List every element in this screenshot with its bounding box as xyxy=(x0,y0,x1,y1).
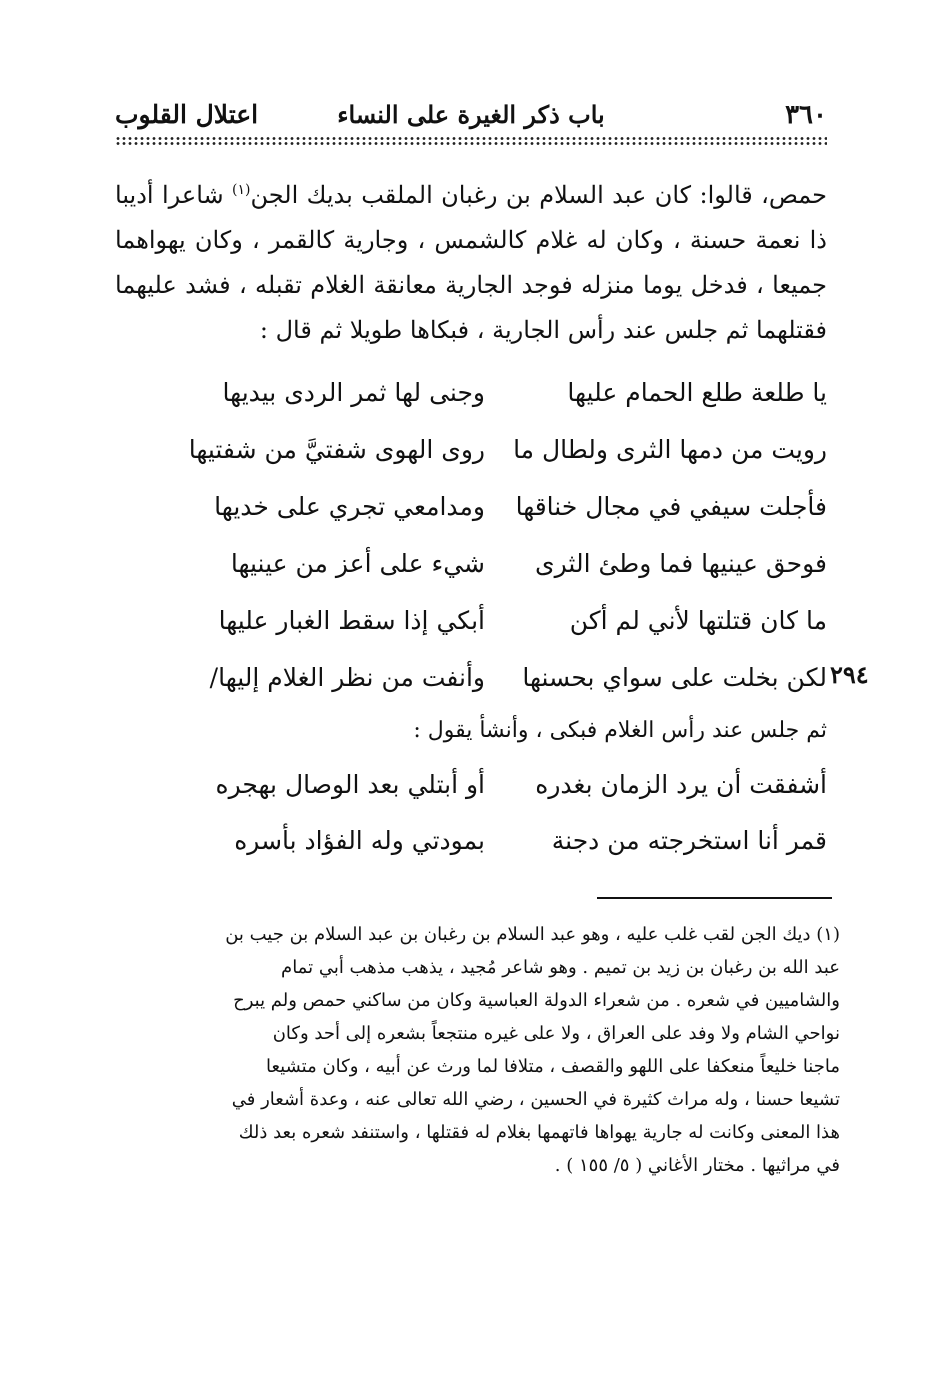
verse-first-hemistich: فوحق عينيها فما وطئ الثرى xyxy=(535,549,827,578)
footnote xyxy=(115,918,840,1182)
footnote-line: ماجنا خليعاً منعكفا على اللهو والقصف ، متلافا لما ورث عن أبيه ، وكان متشيعا xyxy=(266,1056,840,1077)
prose-text: حمص، قالوا: كان عبد السلام بن رغبان الملقب بديك الجن xyxy=(250,181,827,209)
verse-line xyxy=(115,549,827,609)
book-title: اعتلال القلوب xyxy=(115,100,259,129)
verse-first-hemistich: لكن بخلت على سواي بحسنها xyxy=(522,663,827,692)
page-number: ٣٦٠ xyxy=(785,100,827,130)
footnote-line: والشاميين في شعره . من شعراء الدولة العباسية وكان من ساكني حمص ولم يبرح xyxy=(233,990,840,1011)
verse-first-hemistich: أشفقت أن يرد الزمان بغدره xyxy=(535,770,827,799)
verse-line xyxy=(115,606,827,666)
verse-first-hemistich: يا طلعة طلع الحمام عليها xyxy=(567,378,827,407)
footnote-marker: (١) xyxy=(232,182,251,198)
header-ornament-rule xyxy=(115,136,827,146)
verse-second-hemistich: أو أبتلي بعد الوصال بهجره xyxy=(215,770,485,799)
footnote-line: هذا المعنى وكانت له جارية يهواها فاتهمها بغلام له فقتلها ، واستنفد شعره بعد ذلك xyxy=(238,1122,840,1143)
footnote-separator xyxy=(597,897,832,899)
verse-first-hemistich: فأجلت سيفي في مجال خناقها xyxy=(515,492,827,521)
verse-second-hemistich: أبكي إذا سقط الغبار عليها xyxy=(218,606,485,635)
verse-line xyxy=(115,826,827,886)
verse-second-hemistich: ومدامعي تجري على خديها xyxy=(214,492,485,521)
running-header xyxy=(115,100,827,134)
verse-line xyxy=(115,435,827,495)
verse-second-hemistich: وأنفت من نظر الغلام إليها/ xyxy=(209,663,485,692)
footnote-line: في مراثيها . مختار الأغاني ( ٥/ ١٥٥ ) . xyxy=(554,1155,840,1176)
verse-line xyxy=(115,378,827,438)
verse-first-hemistich: ما كان قتلتها لأني لم أكن xyxy=(569,606,827,635)
verse-first-hemistich: رويت من دمها الثرى ولطال ما xyxy=(513,435,827,464)
verse-line xyxy=(115,492,827,552)
chapter-title: باب ذكر الغيرة على النساء xyxy=(337,100,605,129)
footnote-line: (١) ديك الجن لقب غلب عليه ، وهو عبد السلام بن رغبان بن عبد السلام بن جيب بن xyxy=(225,924,840,945)
prose-text-cont: شاعرا أديبا ذا نعمة حسنة ، وكان له غلام كالشمس ، وجارية كالقمر ، وكان يهواهما جميعا ، فدخل يوما منزله فوجد الجارية معانقة الغلام تقبله ، فشد عليهما فقتلهما ثم جلس عند رأس الجارية ، فبكاها طويلا ثم قال : xyxy=(115,181,827,344)
prose-paragraph xyxy=(115,168,827,353)
verse-second-hemistich: وجنى لها ثمر الردى بيديها xyxy=(222,378,485,407)
verse-second-hemistich: روى الهوى شفتيَّ من شفتيها xyxy=(188,435,485,464)
footnote-line: نواحي الشام ولا وفد على العراق ، ولا على غيره منتجعاً بشعره إلى أحد وكان xyxy=(272,1023,840,1044)
verse-line xyxy=(115,770,827,830)
footnote-line: عبد الله بن رغبان بن زيد بن تميم . وهو شاعر مُجيد ، يذهب مذهب أبي تمام xyxy=(281,957,840,978)
margin-page-number: ٢٩٤ xyxy=(830,660,869,689)
verse-line xyxy=(115,663,827,723)
verse-second-hemistich: بمودتي وله الفؤاد بأسره xyxy=(234,826,485,855)
transition-line: ثم جلس عند رأس الغلام فبكى ، وأنشأ يقول : xyxy=(413,718,827,743)
footnote-line: تشيعا حسنا ، وله مراث كثيرة في الحسين ، رضي الله تعالى عنه ، وعدة أشعار في xyxy=(231,1089,840,1110)
verse-second-hemistich: شيء على أعز من عينيها xyxy=(230,549,485,578)
verse-first-hemistich: قمر أنا استخرجته من دجنة xyxy=(551,826,827,855)
